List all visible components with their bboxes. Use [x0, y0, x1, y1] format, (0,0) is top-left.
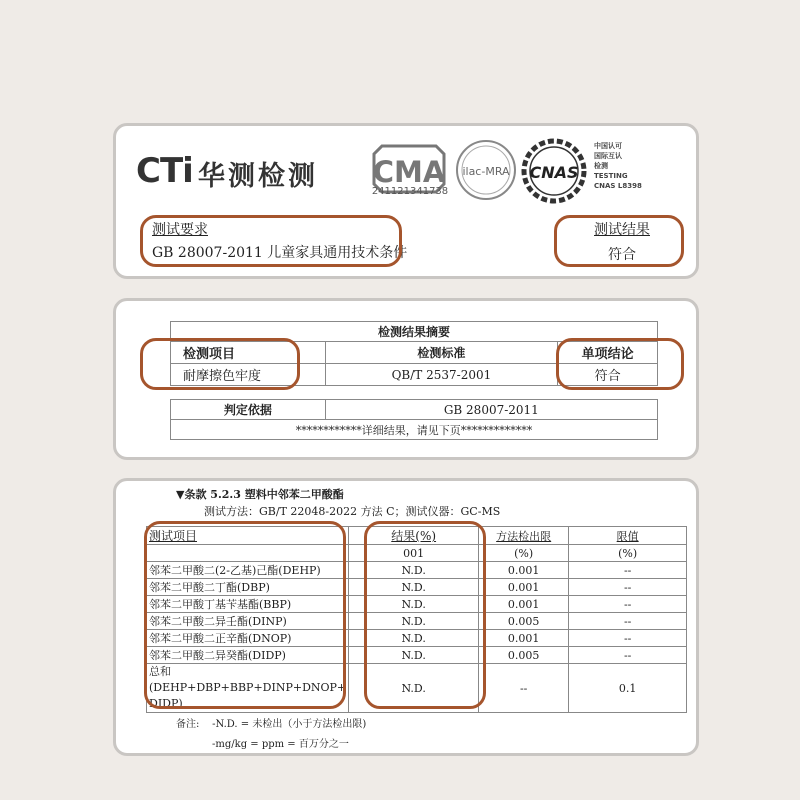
row-test-standard: QB/T 2537-2001 [325, 364, 558, 386]
row-test-item: 耐摩擦色牢度 [171, 364, 326, 386]
phthalate-detail-card [113, 478, 699, 756]
header-test-item: 检测项目 [171, 342, 326, 364]
ilac-mra-logo [454, 138, 518, 202]
cnas-logo [521, 138, 587, 204]
col-test-item: 测试项目 [147, 527, 349, 545]
cnas-accreditation-text: 中国认可 国际互认 检测 TESTING CNAS L8398 [594, 142, 642, 190]
table-row-total [147, 664, 687, 713]
results-summary-card [113, 298, 699, 460]
col-limit: 限值 [569, 527, 687, 545]
basis-table [170, 399, 658, 440]
header-conclusion: 单项结论 [558, 342, 658, 364]
results-summary-table [170, 321, 658, 386]
header-test-standard: 检测标准 [325, 342, 558, 364]
col-result: 结果(%) [349, 527, 479, 545]
cma-number: 241121341738 [371, 186, 449, 197]
total-result: N.D. [349, 664, 479, 713]
table-row: 邻苯二甲酸二异癸酯(DIDP) N.D. 0.005 -- [147, 647, 687, 664]
ilac-mark-text: ilac-MRA [462, 165, 510, 178]
total-mdl: -- [479, 664, 569, 713]
cma-mark-text: CMA [372, 155, 446, 189]
test-method: 测试方法：GB/T 22048-2022 方法 C；测试仪器：GC-MS [204, 505, 501, 518]
note-label: 备注: [176, 719, 200, 730]
table-row: 邻苯二甲酸丁基苄基酯(BBP) N.D. 0.001 -- [147, 596, 687, 613]
basis-label: 判定依据 [171, 400, 326, 420]
cti-brand-name: 华测检测 [198, 161, 318, 192]
table-row: 邻苯二甲酸二(2-乙基)己酯(DEHP) N.D. 0.001 -- [147, 562, 687, 579]
results-summary-title: 检测结果摘要 [171, 322, 658, 342]
requirement-value: GB 28007-2011 儿童家具通用技术条件 [152, 245, 408, 261]
col-limit-unit: (%) [569, 545, 687, 562]
phthalate-results-table [146, 526, 687, 713]
note-ppm: -mg/kg = ppm = 百万分之一 [212, 739, 349, 750]
requirement-label: 测试要求 [152, 222, 208, 238]
total-limit: 0.1 [569, 664, 687, 713]
clause-heading: ▼条款 5.2.3 塑料中邻苯二甲酸酯 [176, 488, 344, 501]
detail-note: ************详细结果，请见下页************* [171, 420, 658, 440]
col-mdl-unit: (%) [479, 545, 569, 562]
table-row: 邻苯二甲酸二异壬酯(DINP) N.D. 0.005 -- [147, 613, 687, 630]
result-value: 符合 [608, 247, 636, 263]
table-row: 邻苯二甲酸二正辛酯(DNOP) N.D. 0.001 -- [147, 630, 687, 647]
report-header-card [113, 123, 699, 279]
total-item: 总和(DEHP+DBP+BBP+DINP+DNOP+ DIDP) [147, 664, 349, 713]
basis-value: GB 28007-2011 [325, 400, 657, 420]
col-mdl: 方法检出限 [479, 527, 569, 545]
table-row: 邻苯二甲酸二丁酯(DBP) N.D. 0.001 -- [147, 579, 687, 596]
col-result-sub: 001 [349, 545, 479, 562]
note-nd: 备注: -N.D. = 未检出（小于方法检出限) [176, 719, 367, 730]
result-label: 测试结果 [594, 222, 650, 238]
cnas-mark-text: CNAS [529, 163, 579, 182]
row-conclusion: 符合 [558, 364, 658, 386]
cti-logo: CTi [136, 151, 193, 191]
